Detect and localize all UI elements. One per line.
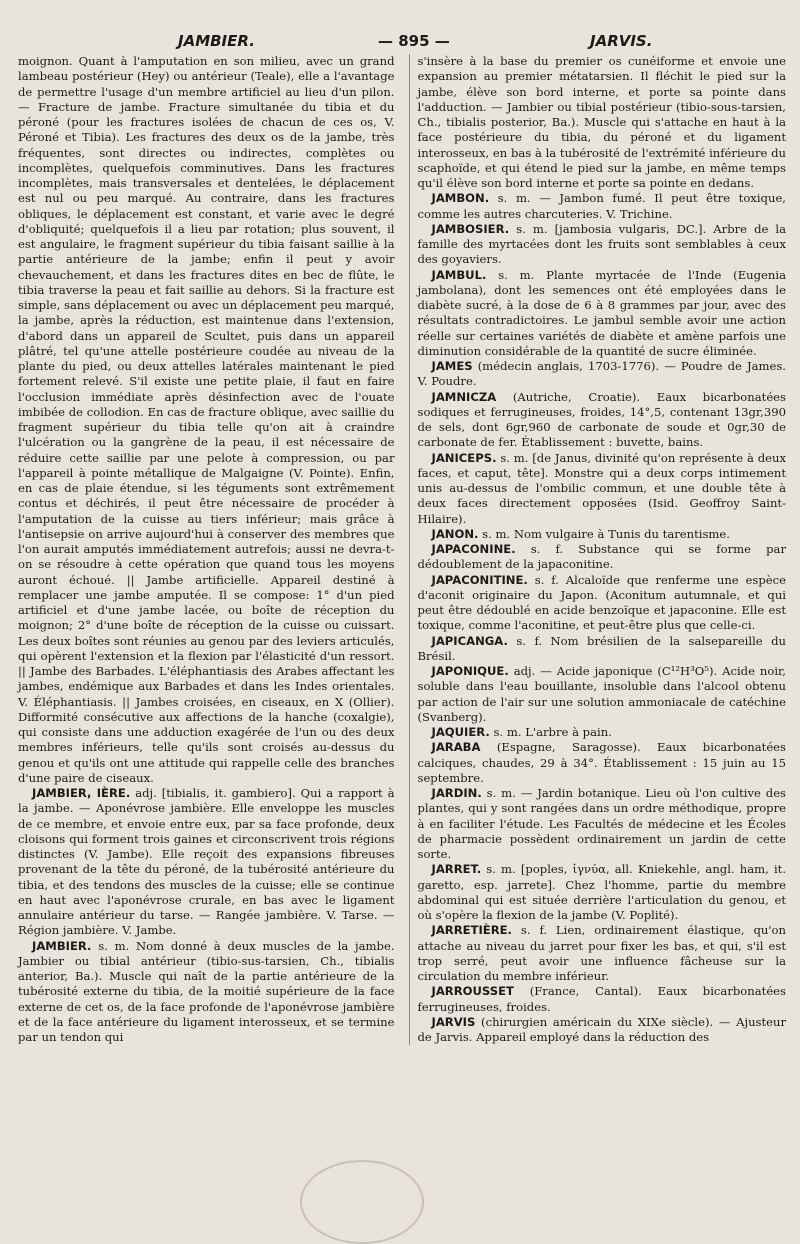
entry-headword: JARVIS: [431, 1014, 476, 1029]
dictionary-entry: [418, 191, 787, 222]
two-column-body: [18, 54, 786, 1045]
entry-headword: JAMBUL.: [431, 267, 487, 282]
entry-headword: JAPACONITINE.: [431, 572, 528, 587]
dictionary-entry: [418, 786, 787, 862]
entry-headword: JARRETIÈRE.: [431, 923, 512, 938]
dictionary-entry: [418, 862, 787, 923]
running-header: [18, 14, 786, 54]
header-first-word: JAMBIER.: [178, 32, 255, 50]
entry-text: (Autriche, Croatie). Eaux bicarbonatées sodiques et ferrugineuses, froides, 14°,5, contenant 13gr,390 de sels, dont 6gr,960 de carbonate de soude et 0gr,30 de carbonate de fer. Établissement : buvette, bains.: [417, 389, 786, 450]
entry-text: s. m. [jambosia vulgaris, DC.]. Arbre de la famille des myrtacées dont les fruits sont semblables à ceux des goyaviers.: [417, 221, 787, 267]
entry-headword: JAPICANGA.: [431, 633, 508, 648]
dictionary-entry: [418, 268, 787, 360]
dictionary-entry: [418, 542, 787, 573]
entry-headword: JANON.: [431, 526, 479, 541]
entry-text: s. m. [de Janus, divinité qu'on représente à deux faces, et caput, tête]. Monstre qui a deux corps intimement unis au-dessus de l'ombilic commun, et une double tête à deux faces directement opposées (Isid. Geoffroy Saint-Hilaire).: [417, 450, 786, 526]
entry-text: s. f. Nom brésilien de la salsepareille du Brésil.: [417, 633, 787, 663]
entry-headword: JARROUSSET: [431, 984, 514, 999]
entry-headword: JAPONIQUE.: [431, 664, 509, 678]
dictionary-entry: [418, 740, 787, 786]
entry-headword: JARRET.: [431, 862, 482, 877]
dictionary-entry: [418, 359, 787, 390]
entry-text: s. m. — Jambon fumé. Il peut être toxique, comme les autres charcuteries. V. Trichine.: [417, 191, 786, 221]
entry-headword: JAQUIER.: [431, 725, 490, 739]
dictionary-entry: [418, 390, 787, 451]
entry-text: moignon. Quant à l'amputation en son milieu, avec un grand lambeau postérieur (Hey) ou antérieur (Teale), elle a l'avantage de permettre l'usage d'un membre artificiel au lieu d'un pilon. — Fracture de jambe. Fracture simultanée du tibia et du péroné (pour les fractures isolées de chacun de ces os, V. Péroné et Tibia). Les fractures des deux os de la jambe, très fréquentes, sont directes ou indirectes, complètes ou incomplètes, quelquefois comminutives. Dans les fractures incomplètes, mais transversales et dentelées, le déplacement est nul ou peu marqué. Au contraire, dans les fractures obliques, le déplacement est constant, et varie avec le degré d'obliquité; quelquefois il a lieu par rotation; plus souvent, il est angulaire, le fragment supérieur du tibia faisant saillie à la partie antérieure de la jambe; enfin il peut y avoir chevauchement, et dans les fractures dites en bec de flûte, le tibia traverse la peau et fait saillie au dehors. Si la fracture est simple, sans déplacement ou avec un déplacement peu marqué, la jambe, après la réduction, est maintenue dans l'extension, d'abord dans un appareil de Scultet, puis dans un appareil plâtré, tel qu'une attelle postérieure coudée au niveau de la plante du pied, ou deux attelles latérales maintenant le pied fortement relevé. S'il existe une petite plaie, il faut en faire l'occlusion immédiate après désinfection avec de l'ouate imbibée de collodion. En cas de fracture oblique, avec saillie du fragment supérieur du tibia telle qu'on ait à craindre l'ulcération ou la gangrène de la peau, il est nécessaire de réduire cette saillie par une pelote à compression, ou par l'appareil à pointe métallique de Malgaigne (V. Pointe). Enfin, en cas de plaie étendue, si les téguments sont extrêmement contus et déchirés, il peut être nécessaire de procéder à l'amputation de la cuisse au tiers inférieur; mais grâce à l'antisepsie on arrive aujourd'hui à conserver des membres que l'on aurait amputés immédiatement autrefois; aussi ne devra-t-on se résoudre à cette opération que quand tous les moyens auront échoué. || Jambe artificielle. Appareil destiné à remplacer une jambe amputée. Il se compose: 1° d'un pied artificiel et d'une jambe lacée, ou boîte de réception du moignon; 2° d'une boîte de réception de la cuisse ou cuissart. Les deux boîtes sont réunies au genou par des leviers articulés, qui opèrent l'extension et la flexion par l'élasticité d'un ressort. || Jambe des Barbades. L'éléphantiasis des Arabes affectant les jambes, endémique aux Barbades et dans les Indes orientales. V. Éléphantiasis. || Jambes croisées, en ciseaux, en X (Ollier). Difformité consécutive aux affections de la hanche (coxalgie), qui consiste dans une adduction exagérée de l'un ou des deux membres inférieurs, telle qu'ils sont croisés au-dessus du genou et qu'ils ont une attitude qui rappelle celle des branches d'une paire de ciseaux.: [18, 54, 395, 785]
dictionary-entry: [18, 54, 395, 786]
dictionary-entry: [418, 923, 787, 984]
entry-text: s. m. L'arbre à pain.: [493, 725, 612, 739]
entry-text: (médecin anglais, 1703-1776). — Poudre de James. V. Poudre.: [417, 359, 786, 389]
entry-headword: JAMES: [431, 359, 473, 373]
entry-text: s. m. [poples, ἰγνύα, all. Kniekehle, angl. ham, it. garetto, esp. jarrete]. Chez l'homme, partie du membre abdominal qui est située derrière l'articulation du genou, et où s'opère la flexion de la jambe (V. Poplité).: [417, 862, 787, 922]
dictionary-entry: [418, 527, 787, 542]
header-last-word: JARVIS.: [590, 32, 653, 50]
entry-headword: JAMBOSIER.: [431, 221, 510, 236]
library-stamp: [300, 1160, 424, 1244]
left-column: [18, 54, 395, 1045]
dictionary-entry: [418, 634, 787, 665]
entry-text: s. f. Substance qui se forme par dédoublement de la japaconitine.: [417, 542, 786, 572]
entry-headword: JAMBON.: [431, 191, 490, 206]
entry-headword: JAMNICZA: [431, 389, 497, 404]
page-number: — 895 —: [378, 32, 450, 50]
entry-headword: JAMBIER, IÈRE.: [32, 786, 131, 800]
dictionary-entry: [418, 1015, 787, 1046]
entry-text: adj. — Acide japonique (C¹²H³O⁵). Acide noir, soluble dans l'eau bouillante, insoluble dans l'alcool obtenu par action de l'air sur une solution ammoniacale de catéchine (Svanberg).: [417, 664, 786, 724]
dictionary-entry: [418, 725, 787, 740]
entry-headword: JAMBIER.: [32, 938, 92, 953]
entry-text: s. f. Alcaloïde que renferme une espèce d'aconit originaire du Japon. (Aconitum autumnale, et qui peut être dédoublé en acide benzoïque et japaconine. Elle est toxique, comme l'aconitine, et peut-être plus que celle-ci.: [417, 572, 787, 633]
dictionary-entry: [418, 664, 787, 725]
entry-text: s. m. — Jardin botanique. Lieu où l'on cultive des plantes, qui y sont rangées dans un ordre méthodique, propre à en faciliter l'étude. Les Facultés de médecine et les Écoles de pharmacie possèdent ordinairement un jardin de cette sorte.: [417, 786, 787, 861]
right-column: [409, 54, 787, 1045]
entry-headword: JANICEPS.: [431, 450, 497, 465]
dictionary-entry: [418, 222, 787, 268]
dictionary-entry: [418, 54, 787, 191]
entry-text: s'insère à la base du premier os cunéiforme et envoie une expansion au premier métatarsien. Il fléchit le pied sur la jambe, élève son bord interne, et porte sa pointe dans l'adduction. — Jambier ou tibial postérieur (tibio-sous-tarsien, Ch., tibialis posterior, Ba.). Muscle qui s'attache en haut à la face postérieure du tibia, du péroné et du ligament interosseux, en bas à la tubérosité de l'extrémité inférieure du scaphoïde, et qui étend le pied sur la jambe, en même temps qu'il élève son bord interne et porte sa pointe en dedans.: [417, 54, 786, 190]
dictionary-entry: [18, 786, 395, 939]
entry-text: s. m. Plante myrtacée de l'Inde (Eugenia jambolana), dont les semences ont été employées dans le diabète sucré, à la dose de 6 à 8 grammes par jour, avec des résultats contradictoires. Le jambul semble avoir une action réelle sur certaines variétés de diabète et amène parfois une diminution considérable de la quantité de sucre éliminée.: [417, 267, 787, 358]
dictionary-entry: [418, 573, 787, 634]
entry-text: s. m. Nom donné à deux muscles de la jambe. Jambier ou tibial antérieur (tibio-sus-tarsien, Ch., tibialis anterior, Ba.). Muscle qui naît de la partie antérieure de la tubérosité externe du tibia, de la moitié supérieure de la face externe de cet os, de la face profonde de l'aponévrose jambière et de la face antérieure du ligament interosseux, et se termine par un tendon qui: [18, 938, 395, 1044]
entry-text: s. f. Lien, ordinairement élastique, qu'on attache au niveau du jarret pour fixer les bas, et qui, s'il est trop serré, peut avoir une influence fâcheuse sur la circulation du membre inférieur.: [417, 923, 786, 983]
entry-text: adj. [tibialis, it. gambiero]. Qui a rapport à la jambe. — Aponévrose jambière. Elle enveloppe les muscles de ce membre, et envoie entre eux, par sa face profonde, deux cloisons qui forment trois gaines et circonscrivent trois régions distinctes (V. Jambe). Elle reçoit des expansions fibreuses provenant de la tête du péroné, de la tubérosité antérieure du tibia, et des tendons des muscles de la cuisse; elle se continue en haut avec l'aponévrose crurale, en bas avec le ligament annulaire antérieur du tarse. — Rangée jambière. V. Tarse. — Région jambière. V. Jambe.: [18, 786, 395, 938]
entry-text: (Espagne, Saragosse). Eaux bicarbonatées calciques, chaudes, 29 à 34°. Établissement : 15 juin au 15 septembre.: [417, 740, 786, 785]
dictionary-entry: [418, 451, 787, 527]
entry-text: (France, Cantal). Eaux bicarbonatées ferrugineuses, froides.: [417, 984, 786, 1014]
dictionary-entry: [418, 984, 787, 1015]
entry-headword: JAPACONINE.: [431, 542, 516, 556]
dictionary-entry: [18, 939, 395, 1046]
entry-headword: JARDIN.: [431, 786, 482, 800]
entry-text: (chirurgien américain du XIXe siècle). — Ajusteur de Jarvis. Appareil employé dans la réduction des: [417, 1014, 787, 1044]
entry-text: s. m. Nom vulgaire à Tunis du tarentisme.: [482, 526, 730, 541]
entry-headword: JARABA: [431, 740, 481, 755]
